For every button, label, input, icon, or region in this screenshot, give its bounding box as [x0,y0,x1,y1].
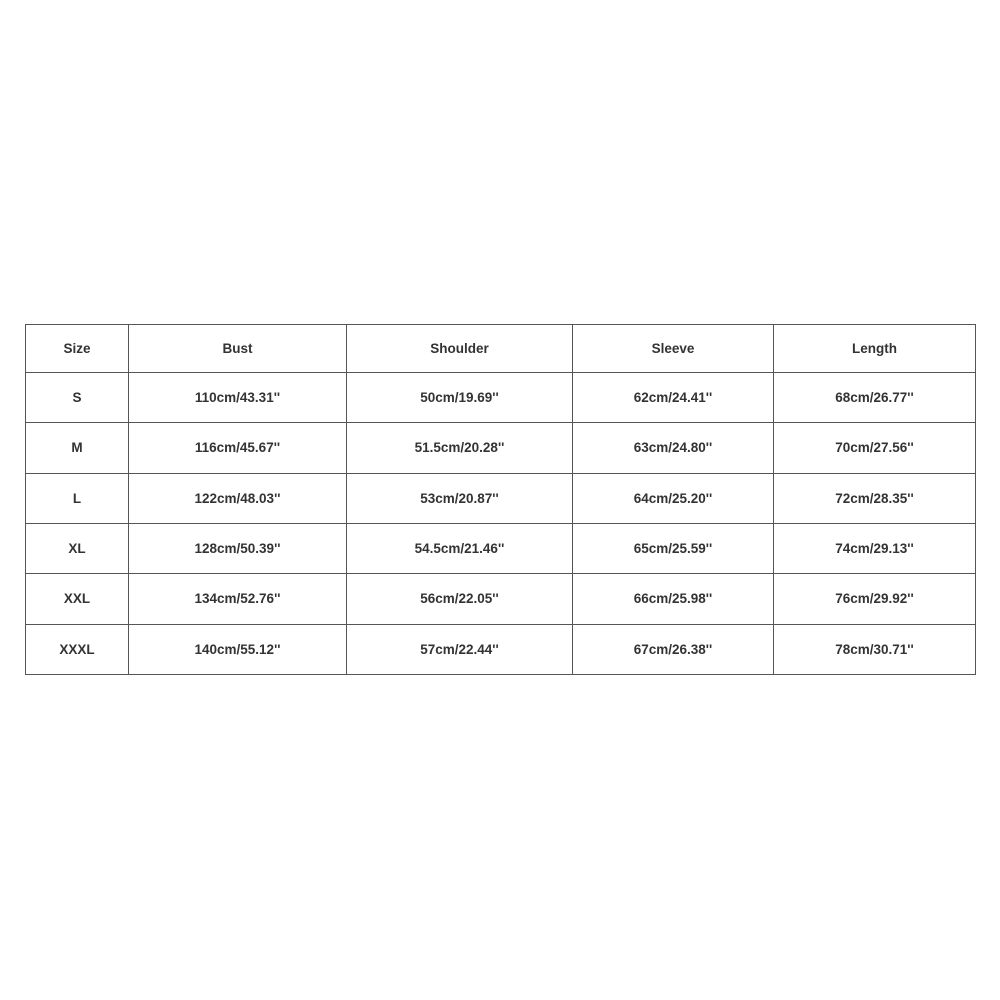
size-cell: XXL [26,574,129,624]
table-row [26,523,976,573]
column-header-sleeve: Sleeve [573,325,774,373]
shoulder-cell: 50cm/19.69'' [347,373,573,423]
table-row [26,423,976,473]
shoulder-cell: 54.5cm/21.46'' [347,523,573,573]
bust-cell: 128cm/50.39'' [129,523,347,573]
size-cell: M [26,423,129,473]
table-row [26,624,976,674]
column-header-length: Length [774,325,976,373]
shoulder-cell: 57cm/22.44'' [347,624,573,674]
size-chart-table [25,324,976,675]
bust-cell: 116cm/45.67'' [129,423,347,473]
length-cell: 78cm/30.71'' [774,624,976,674]
size-cell: S [26,373,129,423]
size-cell: XXXL [26,624,129,674]
sleeve-cell: 67cm/26.38'' [573,624,774,674]
bust-cell: 110cm/43.31'' [129,373,347,423]
table-row [26,473,976,523]
bust-cell: 134cm/52.76'' [129,574,347,624]
sleeve-cell: 64cm/25.20'' [573,473,774,523]
length-cell: 70cm/27.56'' [774,423,976,473]
column-header-size: Size [26,325,129,373]
bust-cell: 140cm/55.12'' [129,624,347,674]
shoulder-cell: 51.5cm/20.28'' [347,423,573,473]
length-cell: 68cm/26.77'' [774,373,976,423]
length-cell: 72cm/28.35'' [774,473,976,523]
size-cell: XL [26,523,129,573]
length-cell: 74cm/29.13'' [774,523,976,573]
sleeve-cell: 63cm/24.80'' [573,423,774,473]
shoulder-cell: 56cm/22.05'' [347,574,573,624]
sleeve-cell: 62cm/24.41'' [573,373,774,423]
sleeve-cell: 66cm/25.98'' [573,574,774,624]
table-row [26,373,976,423]
header-row [26,325,976,373]
column-header-shoulder: Shoulder [347,325,573,373]
length-cell: 76cm/29.92'' [774,574,976,624]
size-cell: L [26,473,129,523]
column-header-bust: Bust [129,325,347,373]
bust-cell: 122cm/48.03'' [129,473,347,523]
table-row [26,574,976,624]
sleeve-cell: 65cm/25.59'' [573,523,774,573]
shoulder-cell: 53cm/20.87'' [347,473,573,523]
